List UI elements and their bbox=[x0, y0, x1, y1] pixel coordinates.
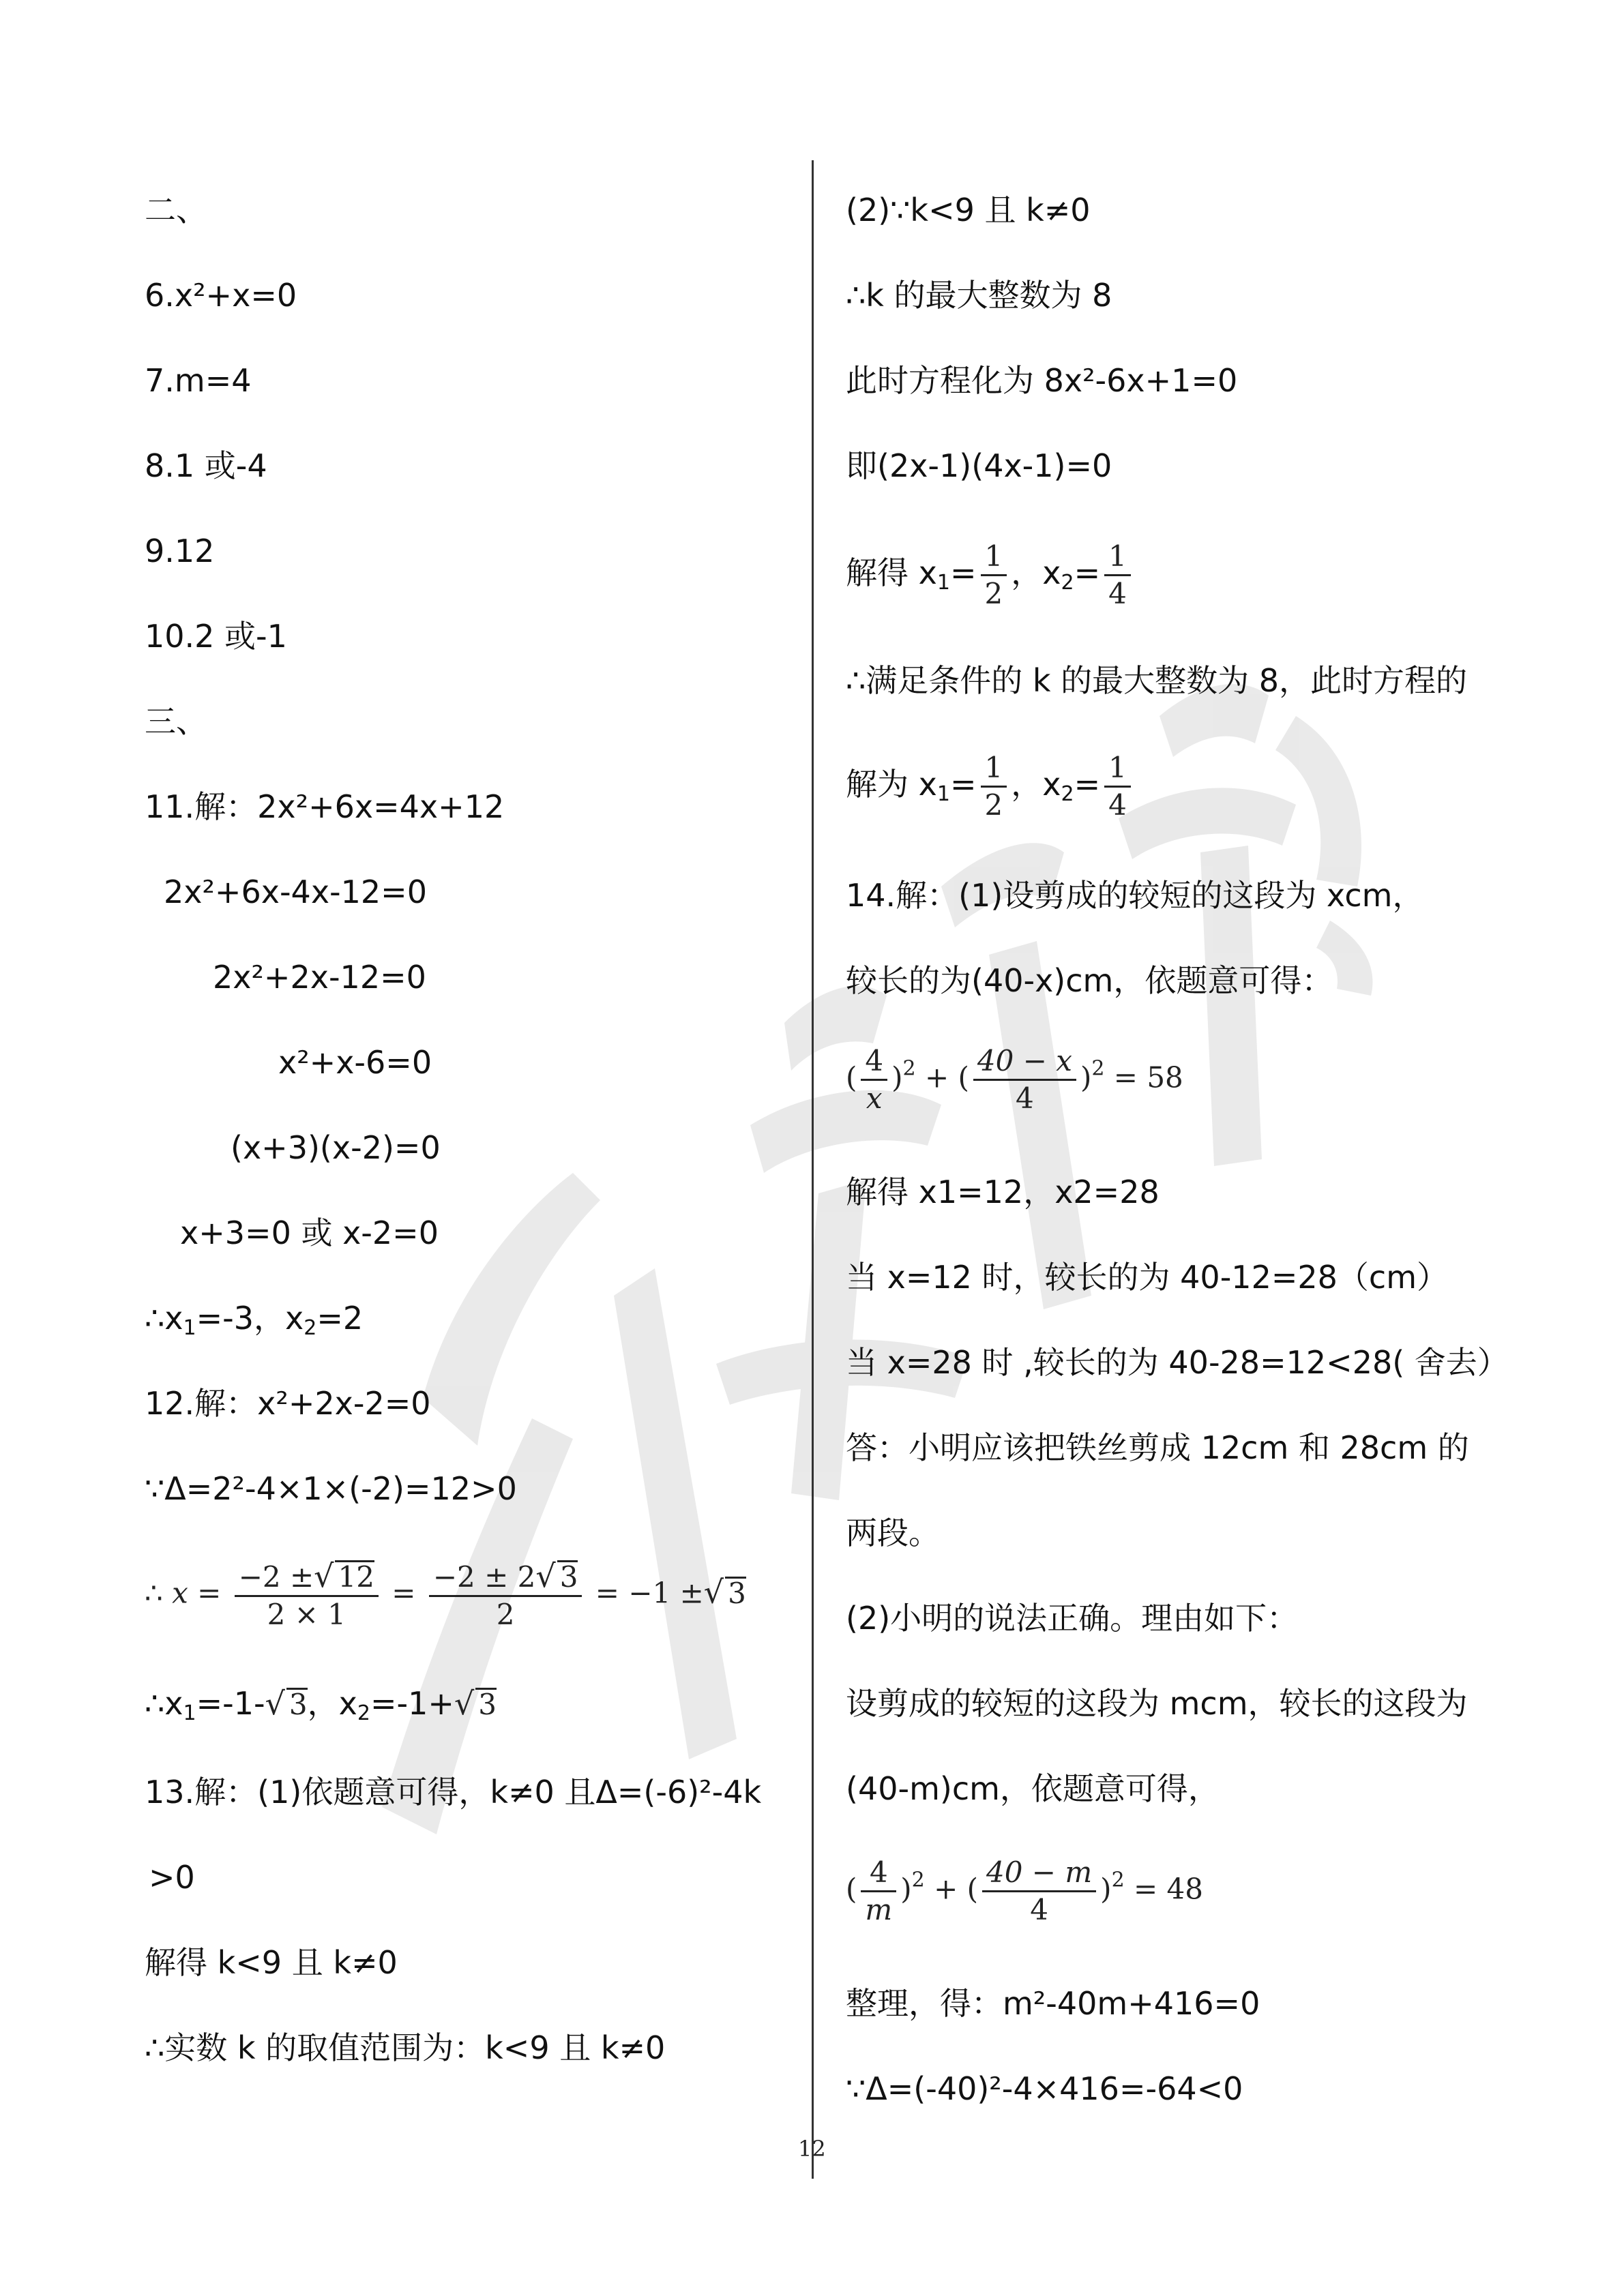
section-2-heading: 二、 bbox=[145, 192, 207, 228]
q13-part2-line-4: 即(2x-1)(4x-1)=0 bbox=[846, 447, 1112, 484]
q11-line-4: x²+x-6=0 bbox=[278, 1044, 432, 1081]
q13-line-1: 13.解：(1)依题意可得，k≠0 且Δ=(-6)²-4k bbox=[145, 1774, 762, 1810]
q13-part2-line-1: (2)∵k<9 且 k≠0 bbox=[846, 192, 1091, 228]
q14-part2-line-3: (40-m)cm，依题意可得， bbox=[846, 1770, 1220, 1807]
q11-line-1: 11.解：2x²+6x=4x+12 bbox=[145, 788, 505, 825]
answer-6: 6.x²+x=0 bbox=[145, 277, 297, 314]
q14-case-2: 当 x=28 时 ,较长的为 40-28=12<28( 舍去） bbox=[846, 1344, 1509, 1381]
q14-answer-line-2: 两段。 bbox=[846, 1515, 940, 1551]
section-3-heading: 三、 bbox=[145, 703, 207, 740]
column-divider bbox=[812, 160, 814, 2179]
answer-9: 9.12 bbox=[145, 533, 215, 569]
q14-part2-simplified: 整理，得：m²-40m+416=0 bbox=[846, 1985, 1260, 2022]
q14-case-1: 当 x=12 时，较长的为 40-12=28（cm） bbox=[846, 1259, 1449, 1296]
q14-answer-line-1: 答：小明应该把铁丝剪成 12cm 和 28cm 的 bbox=[846, 1429, 1469, 1466]
q12-discriminant: ∵Δ=2²-4×1×(-2)=12>0 bbox=[145, 1470, 517, 1507]
page-number: 12 bbox=[798, 2136, 826, 2162]
q13-part2-conclusion: ∴满足条件的 k 的最大整数为 8，此时方程的 bbox=[846, 662, 1468, 699]
q14-line-2: 较长的为(40-x)cm，依题意可得： bbox=[846, 962, 1333, 999]
q13-line-2: >0 bbox=[149, 1859, 195, 1896]
q14-part2-line-2: 设剪成的较短的这段为 mcm，较长的这段为 bbox=[846, 1685, 1468, 1722]
q11-result: $\therefore x_1=-3$，$x_2=2$ bbox=[145, 1300, 364, 1340]
q11-line-5: (x+3)(x-2)=0 bbox=[231, 1129, 441, 1166]
q11-line-2: 2x²+6x-4x-12=0 bbox=[164, 874, 427, 910]
q13-line-3: 解得 k<9 且 k≠0 bbox=[145, 1944, 398, 1981]
q13-part2-line-2: ∴k 的最大整数为 8 bbox=[846, 277, 1112, 314]
answer-7: 7.m=4 bbox=[145, 362, 252, 399]
q14-equation-2: ( $\frac{4}{m}$ )$^2$ + ( $\frac{40 - m}{4}$ )$^2$ = 48 bbox=[846, 1855, 1204, 1926]
q12-line-1: 12.解：x²+2x-2=0 bbox=[145, 1385, 431, 1422]
answer-8: 8.1 或-4 bbox=[145, 447, 267, 484]
q11-line-3: 2x²+2x-12=0 bbox=[213, 959, 426, 996]
q13-line-4: ∴实数 k 的取值范围为：k<9 且 k≠0 bbox=[145, 2029, 666, 2066]
q13-part2-solutions: 解得 $x_1=$ $\frac{1}{2}$ ，$x_2=$ $\frac{1}{4}$ bbox=[846, 539, 1135, 612]
q14-line-1: 14.解：(1)设剪成的较短的这段为 xcm， bbox=[846, 877, 1424, 914]
q12-quadratic-formula: ∴ x = $\frac{-2 \pm√ 12}{2 \times 1}$ = $\frac{-2 \pm 2√ 3}{2}$ = −1 ±√ 3 bbox=[145, 1557, 746, 1631]
q14-equation-1: ( $\frac{4}{x}$ )$^2$ + ( $\frac{40 - x}{4}$ )$^2$ = 58 bbox=[846, 1044, 1183, 1115]
q14-part2-line-1: (2)小明的说法正确。理由如下： bbox=[846, 1600, 1299, 1637]
q12-result: $\therefore x_1=-1-√$ 3，$x_2=-1+√$ 3 bbox=[145, 1685, 497, 1725]
q13-part2-line-3: 此时方程化为 8x²-6x+1=0 bbox=[846, 362, 1238, 399]
q14-part2-discriminant: ∵Δ=(-40)²-4×416=-64<0 bbox=[846, 2070, 1243, 2107]
q14-roots: 解得 x1=12，x2=28 bbox=[846, 1174, 1160, 1210]
q11-line-6: x+3=0 或 x-2=0 bbox=[180, 1214, 439, 1251]
answer-10: 10.2 或-1 bbox=[145, 618, 287, 655]
q13-part2-final-solutions: 解为 $x_1=$ $\frac{1}{2}$ ，$x_2=$ $\frac{1}{4}$ bbox=[846, 750, 1135, 823]
